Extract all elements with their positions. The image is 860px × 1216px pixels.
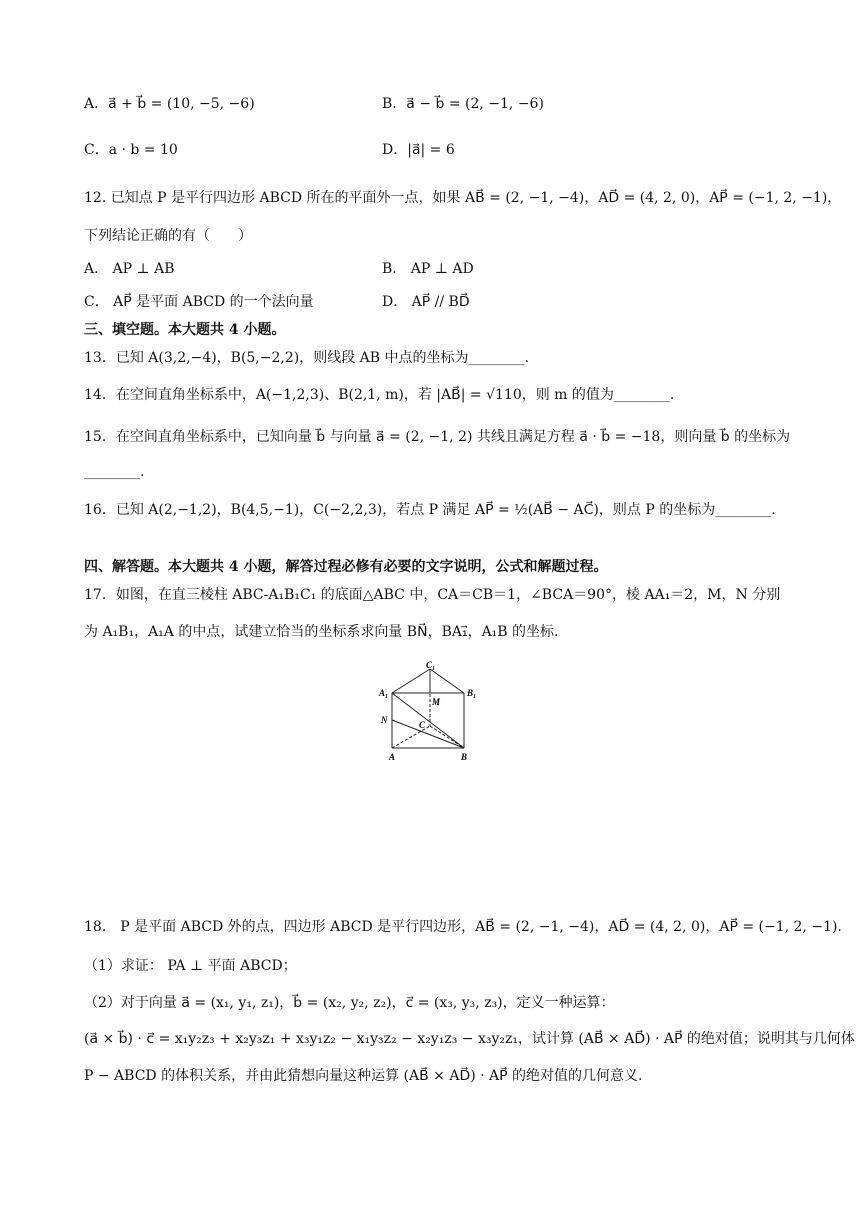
edge-c1-b1 — [430, 669, 464, 693]
q18-part-1: （1）求证： PA ⊥ 平面 ABCD； — [84, 958, 297, 974]
q18-formula: (a⃗ × b⃗) · c⃗ = x₁y₂z₃ + x₂y₃z₁ + x₃y₁z₂ − x₁y₃z₂ − x₂y₁z₃ − x₃y₂z₁，试计算 (AB⃗ × AD⃗) · AP⃗ 的绝对值；说明其与几何体 — [84, 1031, 855, 1047]
q13: 13．已知 A(3,2,−4)，B(5,−2,2)，则线段 AB 中点的坐标为________. — [84, 350, 529, 366]
q14: 14．在空间直角坐标系中，A(−1,2,3)、B(2,1, m)，若 |AB⃗| = √110，则 m 的值为________. — [84, 387, 675, 403]
q12-option-c: C． AP⃗ 是平面 ABCD 的一个法向量 — [84, 294, 314, 310]
label-b1: B₁ — [467, 688, 477, 698]
label-m: M — [432, 697, 441, 707]
q15: 15．在空间直角坐标系中，已知向量 b⃗ 与向量 a⃗ = (2, −1, 2) 共线且满足方程 a⃗ · b⃗ = −18，则向量 b⃗ 的坐标为 — [84, 429, 791, 445]
q17-line-2: 为 A₁B₁，A₁A 的中点，试建立恰当的坐标系求向量 BN⃗，BA₁⃗，A₁B 的坐标. — [84, 624, 559, 640]
label-a: A — [389, 752, 396, 762]
label-c: C — [419, 720, 426, 730]
q15-blank: ________. — [84, 464, 145, 480]
q11-option-b: B．a⃗ − b⃗ = (2, −1, −6) — [382, 96, 544, 112]
q16: 16．已知 A(2,−1,2)，B(4,5,−1)，C(−2,2,3)，若点 P 满足 AP⃗ = ½(AB⃗ − AC⃗)，则点 P 的坐标为________. — [84, 502, 776, 518]
prism-figure — [376, 660, 486, 768]
q12-option-d: D． AP⃗ // BD⃗ — [382, 294, 470, 310]
section-3-heading: 三、填空题。本大题共 4 小题。 — [84, 322, 286, 338]
edge-a1-c1 — [392, 669, 430, 693]
q12-option-b: B． AP ⊥ AD — [382, 261, 474, 277]
segment-n-b — [392, 720, 464, 748]
q12-stem-2: 下列结论正确的有（ ） — [84, 228, 252, 244]
segment-a1-b — [392, 693, 464, 748]
q12-option-a: A． AP ⊥ AB — [84, 261, 175, 277]
q17-line-1: 17．如图，在直三棱柱 ABC-A₁B₁C₁ 的底面△ABC 中，CA＝CB＝1，∠BCA＝90°，棱 AA₁＝2，M，N 分别 — [84, 587, 781, 603]
label-n: N — [381, 715, 388, 725]
q12-stem: 12. 已知点 P 是平行四边形 ABCD 所在的平面外一点，如果 AB⃗ = (2, −1, −4)，AD⃗ = (4, 2, 0)，AP⃗ = (−1, 2, −1)， — [84, 190, 842, 206]
q11-option-d: D．|a⃗| = 6 — [382, 142, 455, 158]
section-4-heading: 四、解答题。本大题共 4 小题，解答过程必修有必要的文字说明，公式和解题过程。 — [84, 559, 608, 575]
q11-option-a: A．a⃗ + b⃗ = (10, −5, −6) — [84, 96, 255, 112]
label-b: B — [461, 752, 468, 762]
q18-last: P − ABCD 的体积关系，并由此猜想向量这种运算 (AB⃗ × AD⃗) · AP⃗ 的绝对值的几何意义. — [84, 1068, 643, 1084]
q18-part-2: （2）对于向量 a⃗ = (x₁, y₁, z₁)，b⃗ = (x₂, y₂, z₂)，c⃗ = (x₃, y₃, z₃)，定义一种运算： — [84, 995, 615, 1011]
q18-line-1: 18． P 是平面 ABCD 外的点，四边形 ABCD 是平行四边形，AB⃗ = (2, −1, −4)，AD⃗ = (4, 2, 0)，AP⃗ = (−1, 2, −1). — [84, 919, 842, 935]
label-c1: C₁ — [426, 660, 436, 670]
label-a1: A₁ — [379, 688, 389, 698]
q11-option-c: C．a · b = 10 — [84, 142, 178, 158]
